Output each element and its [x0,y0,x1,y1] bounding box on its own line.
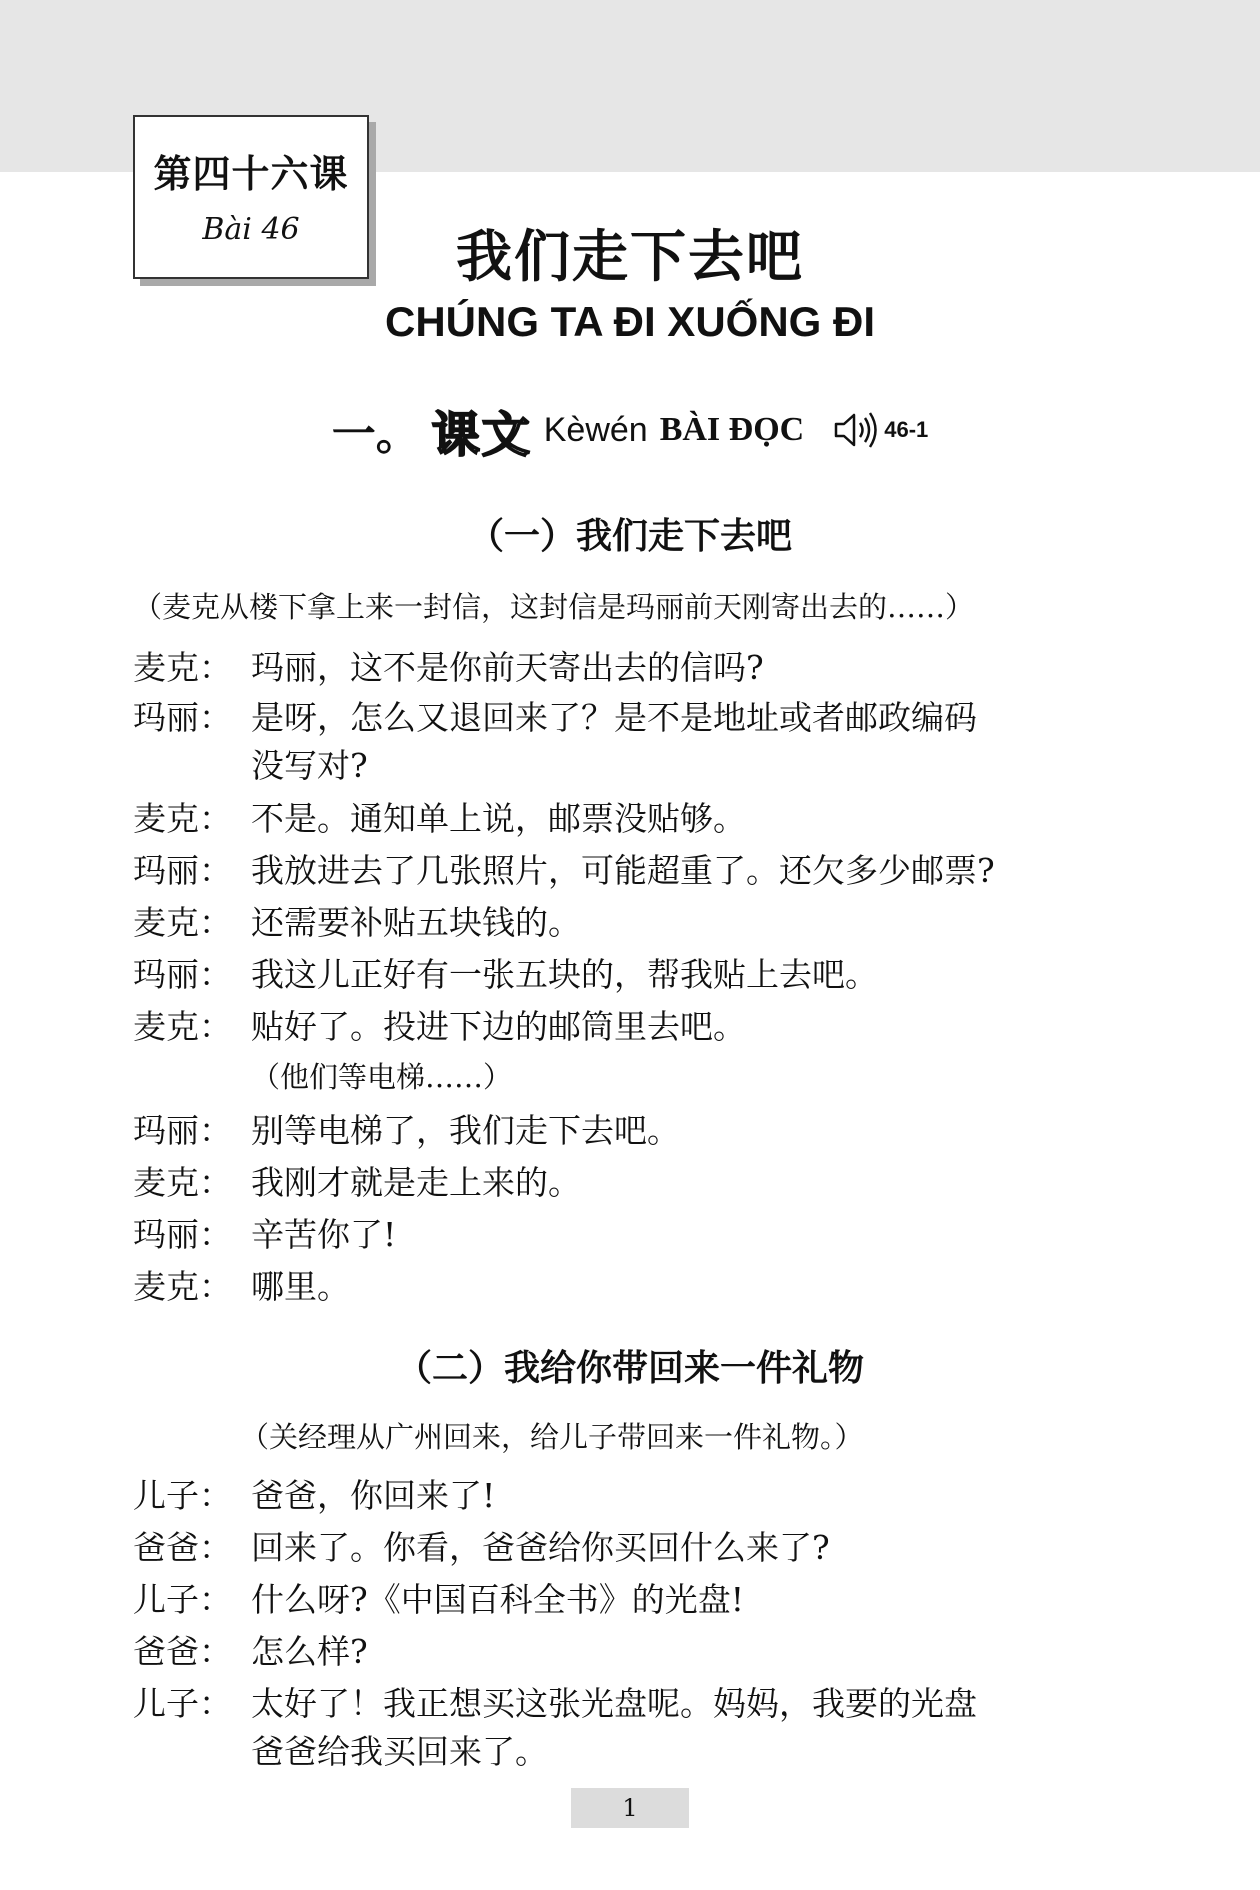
dialogue-line [133,1001,1133,1048]
utterance-continuation: 爸爸给我买回来了。 [251,1732,548,1771]
utterance: 贴好了。投进下边的邮筒里去吧。 [251,1007,746,1046]
utterance-continuation: 没写对? [251,746,368,785]
speaker: 玛丽： [133,1111,232,1150]
dialogue-line [133,692,1133,739]
audio-track[interactable] [832,410,928,450]
page-number: 1 [571,1788,689,1828]
speaker: 麦克： [133,1163,232,1202]
speaker: 麦克： [133,1267,232,1306]
utterance: 我放进去了几张照片，可能超重了。还欠多少邮票? [251,851,995,890]
section-vi: BÀI ĐỌC [659,411,805,448]
section-heading [0,400,1260,463]
utterance: 我刚才就是走上来的。 [251,1163,581,1202]
speaker: 玛丽： [133,955,232,994]
speaker: 玛丽： [133,698,232,737]
utterance: 太好了！我正想买这张光盘呢。妈妈，我要的光盘 [251,1684,977,1723]
dialogue-line [133,1522,1133,1569]
speaker: 麦克： [133,799,232,838]
part2-heading: （二）我给你带回来一件礼物 [395,1348,864,1389]
lesson-number-zh: 第四十六课 [153,152,349,196]
speaker: 爸爸： [133,1632,232,1671]
dialogue-line [133,1105,1133,1152]
utterance: 辛苦你了! [251,1215,397,1254]
dialogue-line [133,1574,1133,1621]
dialogue-line [133,1157,1133,1204]
inline-stage-direction: （他们等电梯……） [251,1060,513,1094]
lesson-title-zh: 我们走下去吧 [456,225,804,290]
audio-track-number: 46-1 [884,417,929,442]
lesson-title-vi: CHÚNG TA ĐI XUỐNG ĐI [385,298,875,345]
section-number: 一。 [331,409,420,460]
dialogue-line [133,845,1133,892]
utterance: 爸爸，你回来了! [251,1476,496,1515]
speaker: 麦克： [133,648,232,687]
speaker-icon [832,410,880,450]
dialogue-line [133,1678,1133,1725]
part2-stage-direction: （关经理从广州回来，给儿子带回来一件礼物。） [240,1420,864,1454]
section-pinyin: Kèwén [543,410,648,449]
part1-heading: （一）我们走下去吧 [467,516,792,557]
speaker: 爸爸： [133,1528,232,1567]
utterance: 什么呀?《中国百科全书》的光盘! [251,1580,744,1619]
utterance: 回来了。你看，爸爸给你买回什么来了? [251,1528,830,1567]
dialogue-line [133,642,1133,689]
speaker: 玛丽： [133,1215,232,1254]
utterance: 还需要补贴五块钱的。 [251,903,581,942]
utterance: 玛丽，这不是你前天寄出去的信吗? [251,648,764,687]
dialogue-line [133,949,1133,996]
dialogue-line [133,897,1133,944]
dialogue-line [133,793,1133,840]
utterance: 哪里。 [251,1267,350,1306]
speaker: 儿子： [133,1580,232,1619]
utterance: 是呀，怎么又退回来了？是不是地址或者邮政编码 [251,698,977,737]
speaker: 儿子： [133,1476,232,1515]
section-kewen: 课文 [431,406,532,463]
dialogue-line [133,1626,1133,1673]
utterance: 别等电梯了，我们走下去吧。 [251,1111,680,1150]
speaker: 儿子： [133,1684,232,1723]
lesson-number-vi: Bài 46 [202,212,300,247]
utterance: 我这儿正好有一张五块的，帮我贴上去吧。 [251,955,878,994]
part1-stage-direction: （麦克从楼下拿上来一封信，这封信是玛丽前天刚寄出去的……） [133,590,975,624]
utterance: 不是。通知单上说，邮票没贴够。 [251,799,746,838]
dialogue-line [133,1470,1133,1517]
dialogue-line [133,1261,1133,1308]
speaker: 麦克： [133,1007,232,1046]
speaker: 麦克： [133,903,232,942]
speaker: 玛丽： [133,851,232,890]
utterance: 怎么样? [251,1632,368,1671]
dialogue-line [133,1209,1133,1256]
